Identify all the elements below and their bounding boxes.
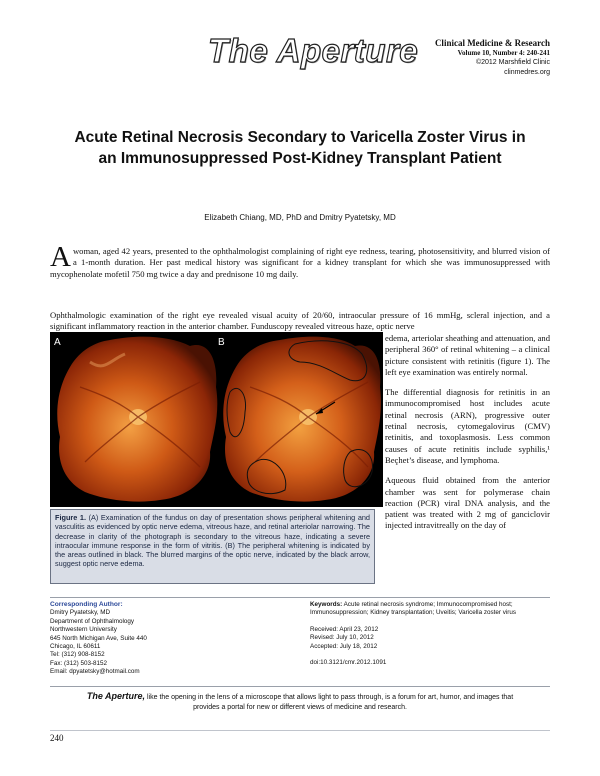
author-line: 645 North Michigan Ave, Suite 440 — [50, 634, 147, 642]
fundus-image-a — [57, 337, 217, 502]
differential-paragraph: The differential diagnosis for retinitis in an immunocompromised host includes acute retinal necrosis (ARN), progressive outer retinal necrosis, cytomegalovirus (CMV) retinitis, and toxoplasmosis. Less common causes of acute retinitis include syphilis,¹ Beçhet’s disease, and lymphoma. — [385, 387, 550, 465]
journal-title: Clinical Medicine & Research — [434, 38, 550, 48]
tagline-text: like the opening in the lens of a microscope that allows light to pass through, is a forum for art, humor, and images that provides a portal for new or different views of medicine and research. — [145, 694, 514, 711]
figure-caption — [50, 509, 375, 584]
date-revised: Revised: July 10, 2012 — [310, 634, 374, 642]
exam-paragraph-continued: edema, arteriolar sheathing and attenuation, and peripheral 360° of retinal whitening – a clinical picture consistent with retinitis (figure 1). The left eye examination was entirely normal. — [385, 333, 550, 377]
intro-text: woman, aged 42 years, presented to the ophthalmologist complaining of right eye redness, tearing, photosensitivity, and blurred vision of a 1-month duration. Her past medical history was significant for a kidney transplant for which she was immunosuppressed with mycophenolate mofetil 750 mg twice a day and prednisone 10 mg daily. — [50, 246, 550, 279]
page-number: 240 — [50, 733, 64, 743]
article-doi[interactable]: doi:10.3121/cmr.2012.1091 — [310, 659, 387, 666]
figure-label-b: B — [218, 337, 225, 348]
article-title: Acute Retinal Necrosis Secondary to Varicella Zoster Virus in an Immunosuppressed Post-Kidney Transplant Patient — [74, 129, 526, 167]
author-line: Tel: (312) 908-8152 — [50, 651, 105, 659]
figure-label-a: A — [54, 337, 61, 348]
journal-logo: The Aperture — [208, 32, 419, 69]
date-received: Received: April 23, 2012 — [310, 626, 379, 633]
corresponding-author — [50, 601, 260, 677]
caption-text: (A) Examination of the fundus on day of presentation shows peripheral whitening and vasculitis as evidenced by optic nerve edema, vitreous haze, and retinal arteriolar narrowing. The decrease in clarity of the photograph is secondary to the vitreous haze, indicating a severe intraocular immune response in the form of vitritis. (B) The peripheral whitening is indicated by the areas outlined in black. The blurred margins of the optic nerve, indicated by the black arrow, suggest optic nerve edema. — [55, 513, 370, 569]
article-authors: Elizabeth Chiang, MD, PhD and Dmitry Pyatetsky, MD — [204, 213, 396, 222]
journal-volume: Volume 10, Number 4: 240-241 — [457, 49, 550, 57]
keywords — [310, 601, 552, 618]
treatment-paragraph: Aqueous fluid obtained from the anterior chamber was sent for polymerase chain reaction (PCR) viral DNA analysis, and the patient was treated with 2 mg of ganciclovir injected intravitreally on the day of — [385, 475, 550, 531]
corresponding-author-heading: Corresponding Author: — [50, 601, 123, 608]
exam-paragraph: Ophthalmologic examination of the right eye revealed visual acuity of 20/60, intraocular pressure of 16 mmHg, scleral injection, and a significant inflammatory reaction in the anterior chamber. Funduscopy revealed vitreous haze, optic nerve — [50, 310, 550, 332]
tagline-brand: The Aperture, — [86, 691, 146, 701]
author-line: Northwestern University — [50, 626, 117, 634]
journal-copyright: ©2012 Marshfield Clinic — [475, 59, 550, 66]
author-line: Fax: (312) 503-8152 — [50, 659, 108, 667]
fundus-image-b — [223, 337, 381, 502]
fundus-figure — [50, 332, 383, 507]
keywords-heading: Keywords: — [310, 601, 343, 608]
date-accepted: Accepted: July 18, 2012 — [310, 642, 378, 650]
divider-top — [50, 597, 550, 598]
author-email[interactable]: Email: dpyatetsky@hotmail.com — [50, 668, 140, 676]
intro-paragraph — [50, 241, 550, 280]
right-column — [385, 333, 550, 541]
keywords-text: Acute retinal necrosis syndrome; Immunocompromised host; Immunosuppression; Kidney transplantation; Uveitis; Varicella zoster virus — [310, 601, 517, 617]
divider-bottom — [50, 686, 550, 687]
aperture-tagline — [80, 691, 520, 713]
divider-page — [50, 730, 550, 731]
author-line: Dmitry Pyatetsky, MD — [50, 609, 111, 617]
author-line: Department of Ophthalmology — [50, 617, 135, 625]
caption-label: Figure 1. — [55, 513, 86, 522]
drop-cap: A — [50, 241, 71, 273]
journal-url[interactable]: clinmedres.org — [504, 69, 550, 76]
author-line: Chicago, IL 60611 — [50, 643, 101, 651]
journal-info — [400, 38, 550, 78]
article-dates — [310, 626, 552, 651]
